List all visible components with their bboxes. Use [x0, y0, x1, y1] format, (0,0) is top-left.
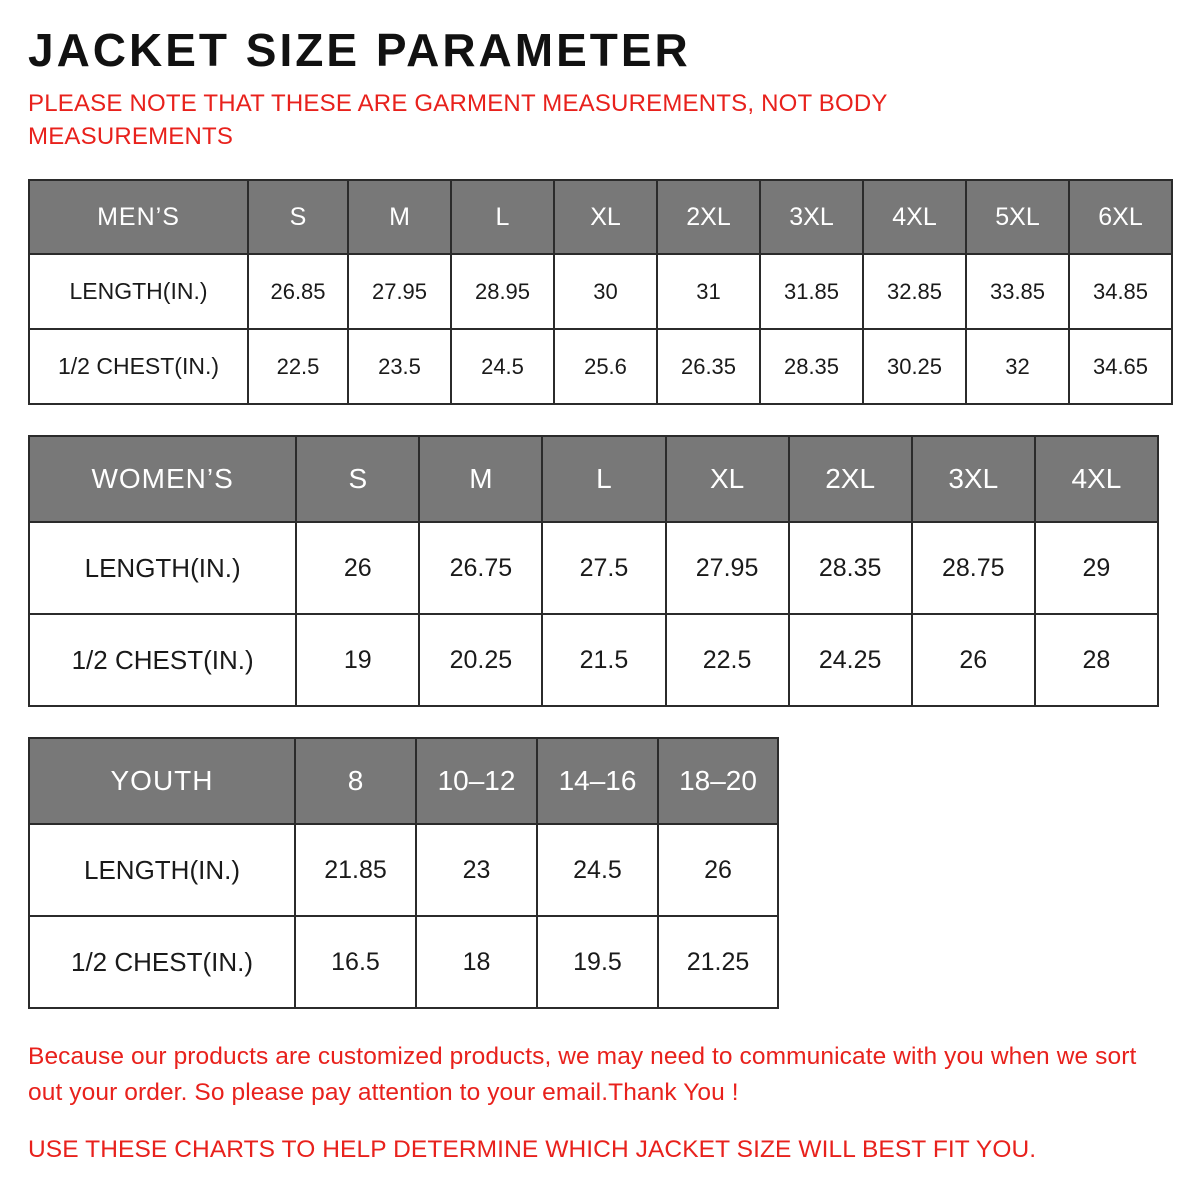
table-cell: 20.25	[419, 614, 542, 706]
table-cell: 24.5	[537, 824, 658, 916]
row-label: 1/2 CHEST(IN.)	[29, 329, 248, 404]
womens-header-cell: 4XL	[1035, 436, 1158, 522]
table-cell: 28.95	[451, 254, 554, 329]
table-cell: 26	[296, 522, 419, 614]
youth-header-cell: 14–16	[537, 738, 658, 824]
table-header-row	[29, 738, 778, 824]
table-cell: 27.5	[542, 522, 665, 614]
table-cell: 34.65	[1069, 329, 1172, 404]
table-cell: 31.85	[760, 254, 863, 329]
mens-header-cell: 6XL	[1069, 180, 1172, 254]
table-cell: 16.5	[295, 916, 416, 1008]
table-cell: 27.95	[666, 522, 789, 614]
table-cell: 26	[912, 614, 1035, 706]
table-cell: 31	[657, 254, 760, 329]
row-label: 1/2 CHEST(IN.)	[29, 916, 295, 1008]
womens-header-cell: 3XL	[912, 436, 1035, 522]
page-title: JACKET SIZE PARAMETER	[28, 24, 691, 76]
table-cell: 27.95	[348, 254, 451, 329]
measurement-note: PLEASE NOTE THAT THESE ARE GARMENT MEASUREMENTS, NOT BODY MEASUREMENTS	[28, 90, 888, 150]
table-cell: 22.5	[248, 329, 348, 404]
table-cell: 25.6	[554, 329, 657, 404]
womens-header-cell: S	[296, 436, 419, 522]
table-cell: 19	[296, 614, 419, 706]
table-cell: 26.85	[248, 254, 348, 329]
womens-header-cell: M	[419, 436, 542, 522]
mens-header-cell: L	[451, 180, 554, 254]
table-row	[29, 916, 778, 1008]
table-row	[29, 329, 1172, 404]
footer-note-charts: USE THESE CHARTS TO HELP DETERMINE WHICH JACKET SIZE WILL BEST FIT YOU.	[28, 1136, 1037, 1164]
table-cell: 28	[1035, 614, 1158, 706]
womens-header-cell: XL	[666, 436, 789, 522]
footer-note-customization: Because our products are customized products, we may need to communicate with you when we sort out your order. So please pay attention to your email.Thank You !	[28, 1043, 1137, 1106]
table-cell: 22.5	[666, 614, 789, 706]
mens-header-cell: S	[248, 180, 348, 254]
table-cell: 21.85	[295, 824, 416, 916]
table-cell: 32.85	[863, 254, 966, 329]
womens-size-table	[28, 435, 1159, 707]
mens-header-cell: 2XL	[657, 180, 760, 254]
mens-header-cell: 3XL	[760, 180, 863, 254]
table-cell: 34.85	[1069, 254, 1172, 329]
table-cell: 24.5	[451, 329, 554, 404]
table-cell: 18	[416, 916, 537, 1008]
table-cell: 23	[416, 824, 537, 916]
table-cell: 32	[966, 329, 1069, 404]
table-row	[29, 254, 1172, 329]
table-header-row	[29, 180, 1172, 254]
table-cell: 26.75	[419, 522, 542, 614]
table-header-row	[29, 436, 1158, 522]
table-cell: 28.35	[789, 522, 912, 614]
youth-size-table	[28, 737, 779, 1009]
table-cell: 21.5	[542, 614, 665, 706]
table-cell: 28.75	[912, 522, 1035, 614]
table-cell: 26.35	[657, 329, 760, 404]
table-cell: 28.35	[760, 329, 863, 404]
mens-header-cell: 5XL	[966, 180, 1069, 254]
mens-header-cell: 4XL	[863, 180, 966, 254]
youth-header-cell: 8	[295, 738, 416, 824]
row-label: LENGTH(IN.)	[29, 824, 295, 916]
womens-header-label: WOMEN’S	[29, 436, 296, 522]
table-cell: 24.25	[789, 614, 912, 706]
table-cell: 33.85	[966, 254, 1069, 329]
table-cell: 21.25	[658, 916, 778, 1008]
mens-size-table	[28, 179, 1173, 405]
table-cell: 29	[1035, 522, 1158, 614]
row-label: LENGTH(IN.)	[29, 522, 296, 614]
mens-header-label: MEN’S	[29, 180, 248, 254]
womens-header-cell: 2XL	[789, 436, 912, 522]
table-cell: 19.5	[537, 916, 658, 1008]
row-label: LENGTH(IN.)	[29, 254, 248, 329]
table-cell: 23.5	[348, 329, 451, 404]
youth-header-label: YOUTH	[29, 738, 295, 824]
youth-header-cell: 10–12	[416, 738, 537, 824]
table-row	[29, 824, 778, 916]
table-cell: 26	[658, 824, 778, 916]
footer-notes	[28, 1039, 1172, 1168]
table-row	[29, 614, 1158, 706]
mens-header-cell: M	[348, 180, 451, 254]
womens-header-cell: L	[542, 436, 665, 522]
row-label: 1/2 CHEST(IN.)	[29, 614, 296, 706]
table-cell: 30.25	[863, 329, 966, 404]
youth-header-cell: 18–20	[658, 738, 778, 824]
table-cell: 30	[554, 254, 657, 329]
mens-header-cell: XL	[554, 180, 657, 254]
table-row	[29, 522, 1158, 614]
